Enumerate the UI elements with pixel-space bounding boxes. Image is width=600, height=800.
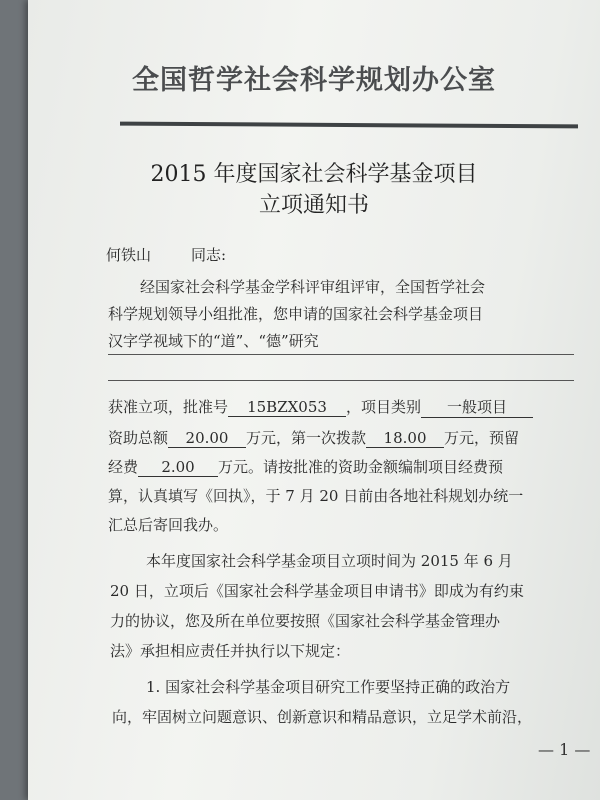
paragraph1-line1: 经国家社会科学基金学科评审组评审，全国哲学社会 xyxy=(140,278,486,296)
paragraph2-line1: 本年度国家社会科学基金项目立项时间为 2015 年 6 月 xyxy=(146,552,513,570)
project-name-underline xyxy=(108,354,574,355)
paragraph3-line2: 向，牢固树立问题意识、创新意识和精品意识，立足学术前沿， xyxy=(112,708,533,726)
total-prefix: 资助总额 xyxy=(108,429,169,447)
total-suffix: 万元，第一次拨款 xyxy=(246,429,367,447)
first-suffix: 万元，预留 xyxy=(444,429,520,447)
office-header: 全国哲学社会科学规划办公室 xyxy=(132,65,496,96)
reserve-line xyxy=(108,456,503,477)
first-payment: 18.00 xyxy=(366,429,444,448)
header-rule xyxy=(120,122,578,129)
document-title-line2: 立项通知书 xyxy=(258,193,369,218)
salutation xyxy=(106,244,226,265)
category-prefix: ，项目类别 xyxy=(346,398,422,416)
paragraph1-line9: 汇总后寄回我办。 xyxy=(108,516,229,534)
reserve-amount: 2.00 xyxy=(138,458,218,477)
greeting: 同志: xyxy=(191,246,227,264)
reserve-suffix: 万元。请按批准的资助金额编制项目经费预 xyxy=(218,458,504,476)
paragraph1-line8: 算，认真填写《回执》，于 7 月 20 日前由各地社科规划办统一 xyxy=(108,487,524,505)
approval-line xyxy=(108,396,533,418)
blank-underline xyxy=(108,380,574,381)
recipient-name: 何铁山 xyxy=(106,246,152,264)
document-title-line1: 2015 年度国家社会科学基金项目 xyxy=(150,162,478,187)
funding-line xyxy=(108,427,519,448)
paragraph2-line2: 20 日，立项后《国家社会科学基金项目申请书》即成为有约束 xyxy=(110,582,524,600)
paragraph1-line2: 科学规划领导小组批准，您申请的国家社会科学基金项目 xyxy=(108,305,484,323)
paragraph2-line3: 力的协议，您及所在单位要按照《国家社会科学基金管理办 xyxy=(110,612,501,630)
approved-prefix: 获准立项，批准号 xyxy=(108,398,229,416)
paragraph2-line4: 法》承担相应责任并执行以下规定： xyxy=(110,642,351,660)
reserve-prefix: 经费 xyxy=(108,458,139,476)
approval-number: 15BZX053 xyxy=(228,398,346,417)
page-number: — 1 — xyxy=(538,740,591,759)
paragraph3-line1: 1. 国家社会科学基金项目研究工作要坚持正确的政治方 xyxy=(146,678,511,696)
total-amount: 20.00 xyxy=(168,429,246,448)
document-page xyxy=(28,0,600,800)
project-name: 汉字学视域下的“道”、“德”研究 xyxy=(108,332,319,350)
project-category: 一般项目 xyxy=(421,396,533,418)
